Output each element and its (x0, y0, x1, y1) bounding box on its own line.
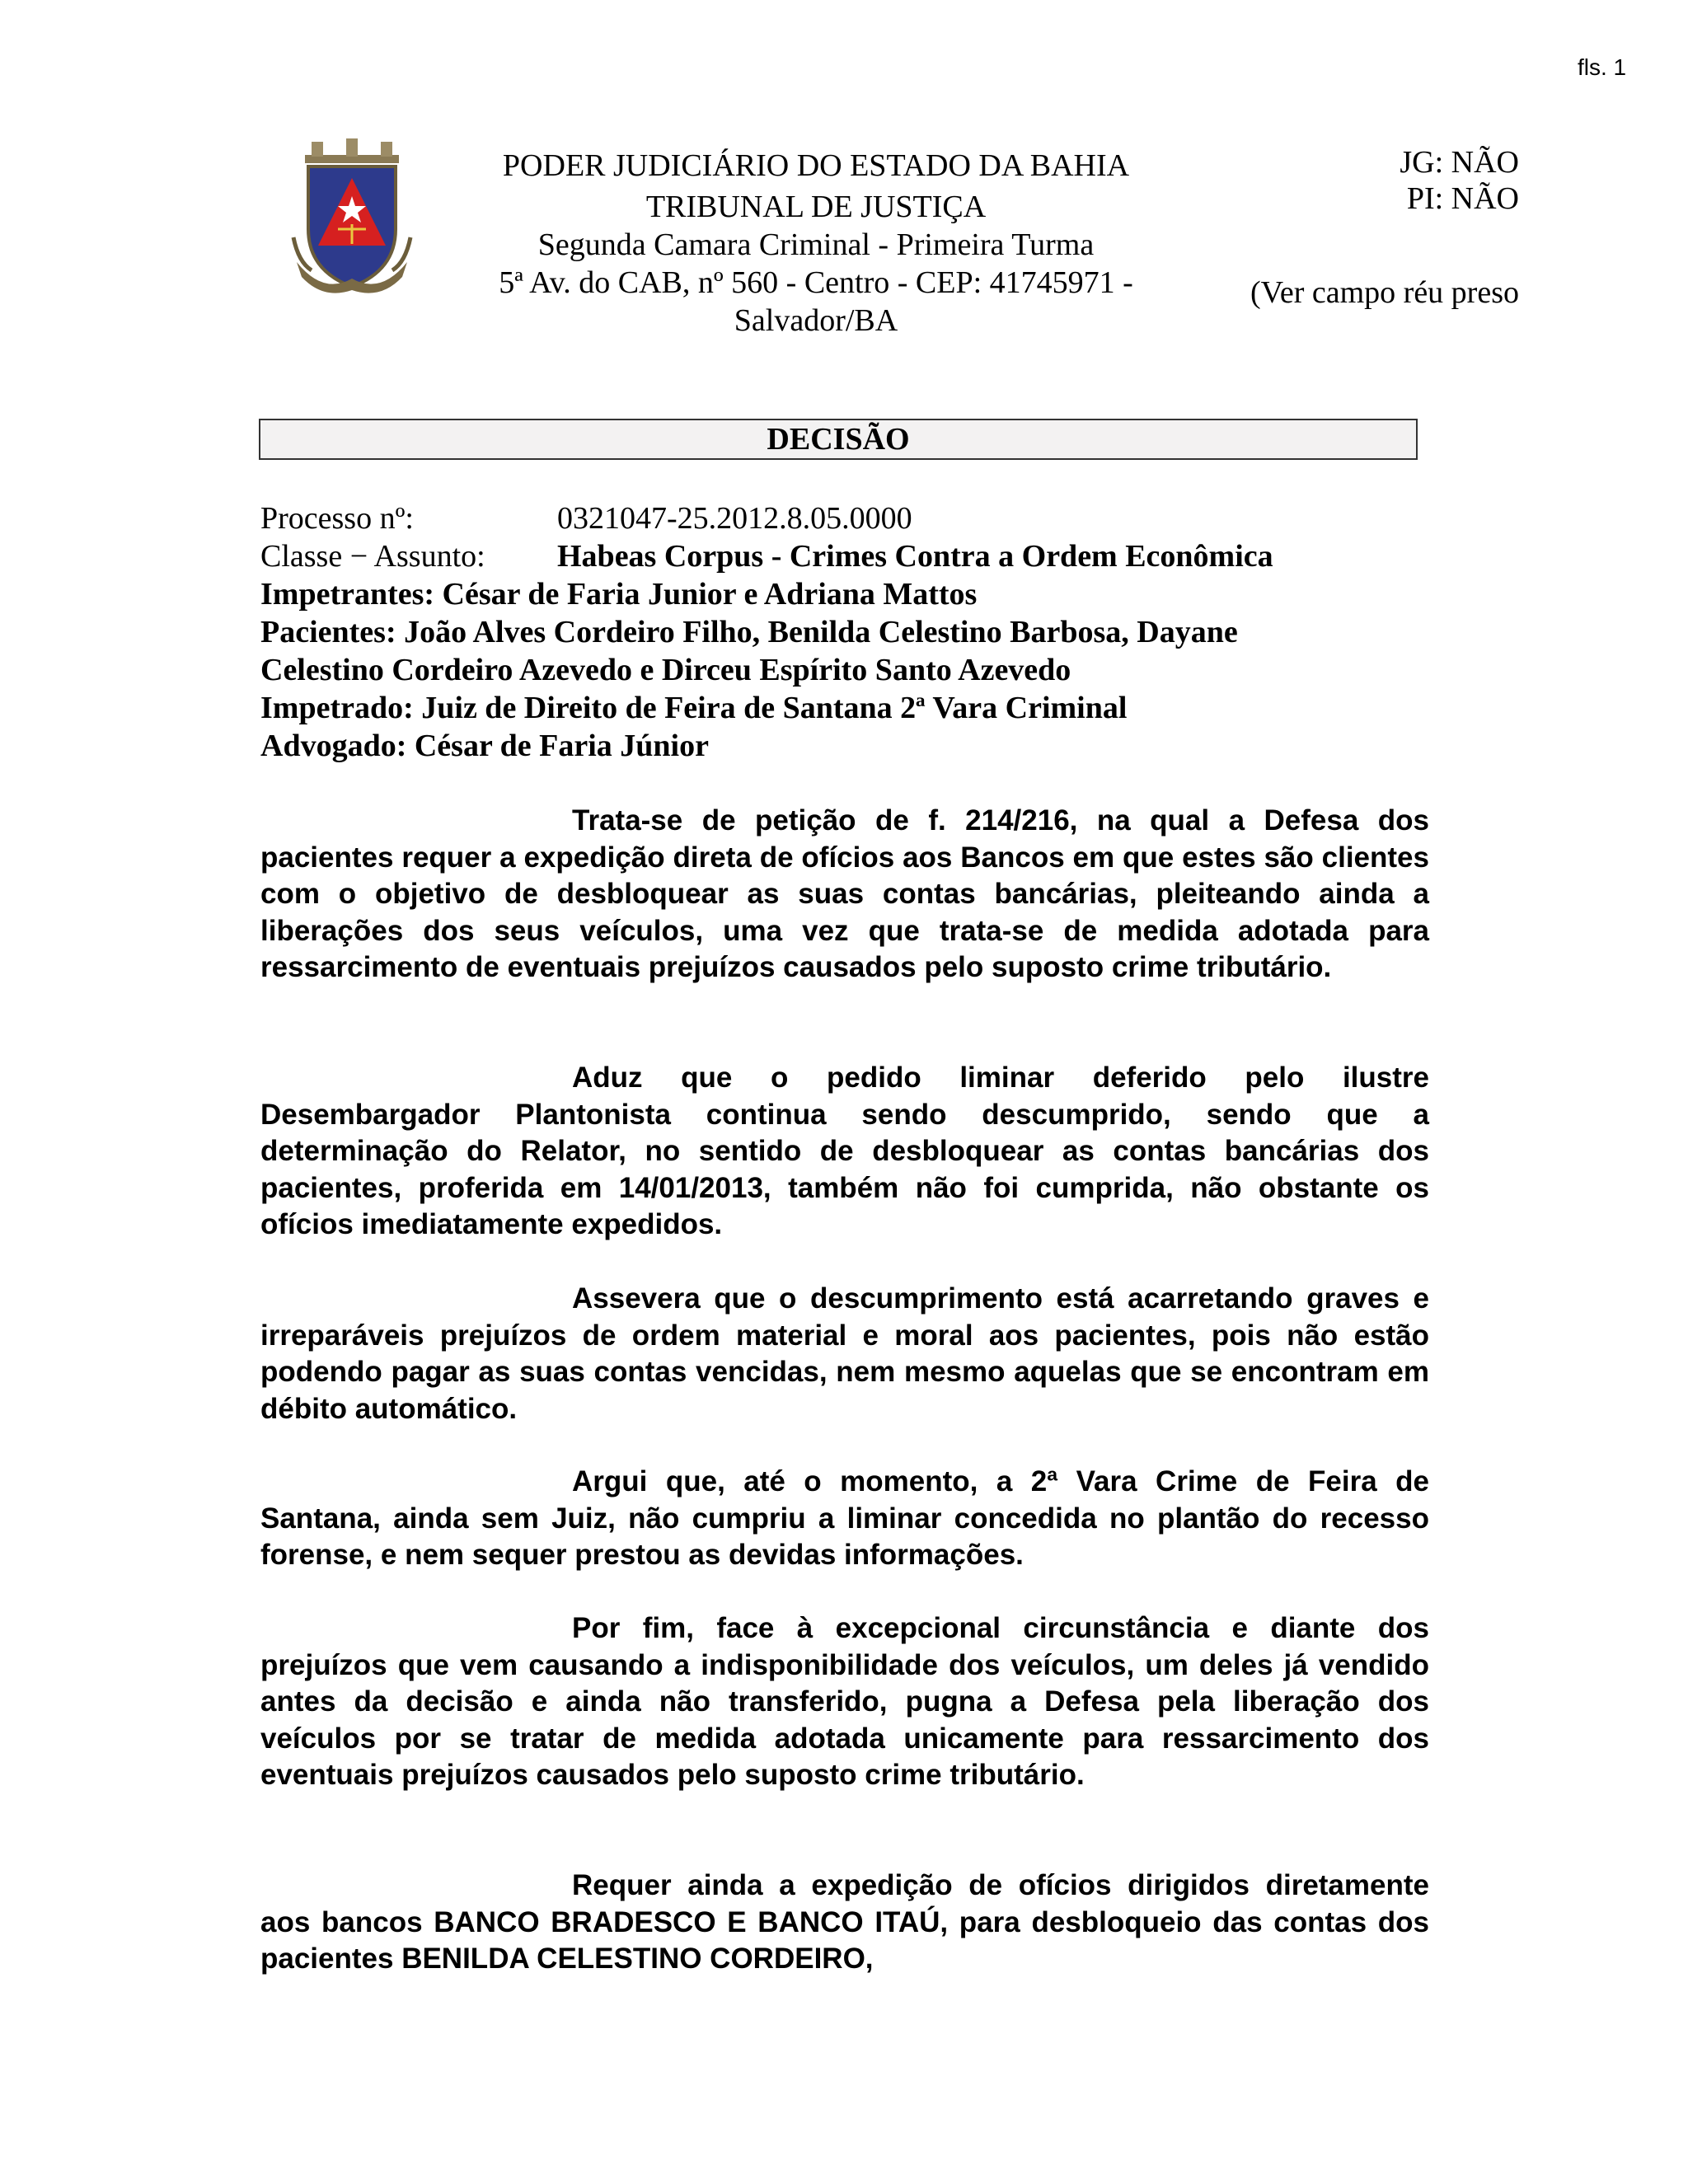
impetrado: Impetrado: Juiz de Direito de Feira de Santana 2ª Vara Criminal (260, 691, 1128, 725)
coat-of-arms-icon (290, 138, 414, 300)
reu-preso-note: (Ver campo réu preso (1250, 275, 1519, 310)
case-metadata (260, 499, 1431, 765)
processo-label: Processo nº: (260, 501, 414, 536)
processo-value: 0321047-25.2012.8.05.0000 (557, 501, 912, 536)
advogado: Advogado: César de Faria Júnior (260, 729, 709, 763)
paragraph-1: Trata-se de petição de f. 214/216, na qual a Defesa dos pacientes requer a expedição direta de ofícios aos Bancos em que estes são clientes com o objetivo de desbloquear as suas contas bancárias, pleiteando ainda a liberações dos seus veículos, uma vez que trata-se de medida adotada para ressarcimento de eventuais prejuízos causados pelo suposto crime tributário. (260, 804, 1429, 983)
header-address: 5ª Av. do CAB, nº 560 - Centro - CEP: 41745971 - (499, 265, 1133, 300)
header-tribunal: TRIBUNAL DE JUSTIÇA (645, 190, 987, 224)
decision-title-box (259, 419, 1418, 460)
classe-row (260, 537, 1431, 575)
header-court-name: PODER JUDICIÁRIO DO ESTADO DA BAHIA (502, 148, 1130, 183)
paragraph-4: Argui que, até o momento, a 2ª Vara Crime de Feira de Santana, ainda sem Juiz, não cumpriu a liminar concedida no plantão do recesso forense, e nem sequer prestou as devidas informações. (260, 1465, 1429, 1571)
classe-value: Habeas Corpus - Crimes Contra a Ordem Econômica (557, 539, 1273, 574)
pi-status: PI: NÃO (1406, 181, 1519, 216)
header-city: Salvador/BA (734, 303, 898, 338)
paragraph-5: Por fim, face à excepcional circunstância e diante dos prejuízos que vem causando a indisponibilidade dos veículos, um deles já vendido antes da decisão e ainda não transferido, pugna a Defesa pela liberação dos veículos por se tratar de medida adotada unicamente para ressarcimento dos eventuais prejuízos causados pelo suposto crime tributário. (260, 1612, 1429, 1791)
header-chamber: Segunda Camara Criminal - Primeira Turma (537, 227, 1095, 262)
processo-row (260, 499, 1431, 537)
pacientes-line-2: Celestino Cordeiro Azevedo e Dirceu Espírito Santo Azevedo (260, 653, 1071, 687)
jg-status: JG: NÃO (1400, 145, 1519, 180)
page-number: fls. 1 (1578, 54, 1627, 80)
paragraph-3: Assevera que o descumprimento está acarretando graves e irreparáveis prejuízos de ordem material e moral aos pacientes, pois não estão podendo pagar as suas contas vencidas, nem mesmo aquelas que se encontram em débito automático. (260, 1282, 1429, 1425)
paragraph-2: Aduz que o pedido liminar deferido pelo ilustre Desembargador Plantonista continua sendo descumprido, sendo que a determinação do Relator, no sentido de desbloquear as contas bancárias dos pacientes, proferida em 14/01/2013, também não foi cumprida, não obstante os ofícios imediatamente expedidos. (260, 1062, 1429, 1240)
impetrantes: Impetrantes: César de Faria Junior e Adriana Mattos (260, 577, 978, 612)
decision-title: DECISÃO (767, 422, 910, 457)
pacientes-line-1: Pacientes: João Alves Cordeiro Filho, Benilda Celestino Barbosa, Dayane (260, 615, 1238, 649)
paragraph-6: Requer ainda a expedição de ofícios dirigidos diretamente aos bancos BANCO BRADESCO E BANCO ITAÚ, para desbloqueio das contas dos pacientes BENILDA CELESTINO CORDEIRO, (260, 1869, 1429, 1975)
classe-label: Classe − Assunto: (260, 539, 485, 574)
